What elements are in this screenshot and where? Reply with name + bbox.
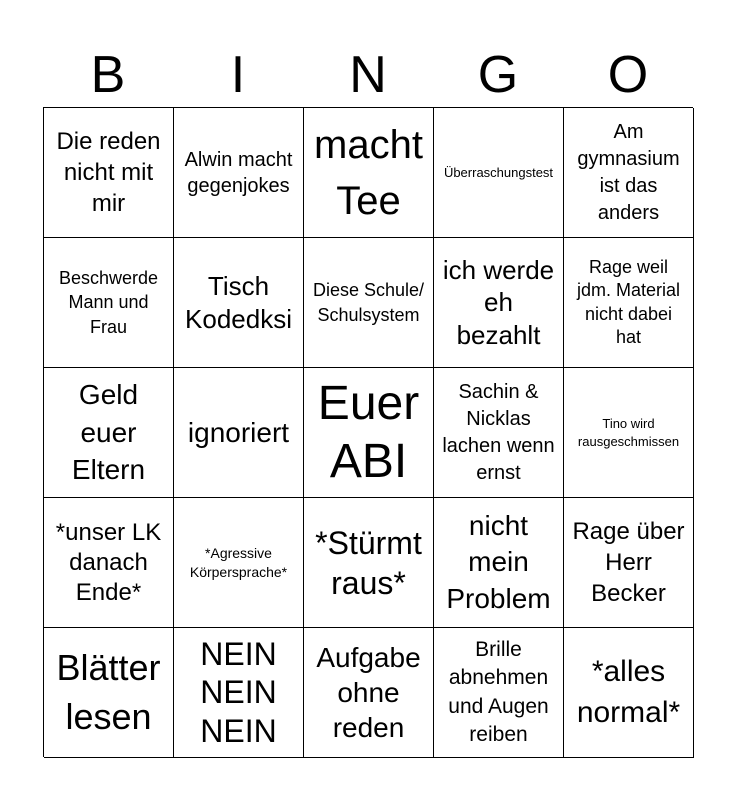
bingo-cell-text: ich werde eh bezahlt bbox=[442, 254, 555, 350]
bingo-cell-text: Diese Schule/ Schulsystem bbox=[312, 280, 425, 325]
bingo-cell[interactable] bbox=[44, 238, 174, 368]
bingo-cell[interactable] bbox=[564, 368, 694, 498]
bingo-cell[interactable] bbox=[174, 498, 304, 628]
bingo-cell-text: Tino wird rausgeschmissen bbox=[577, 415, 680, 449]
bingo-cell-text: ignoriert bbox=[187, 416, 290, 448]
bingo-cell-text: Rage über Herr Becker bbox=[572, 517, 685, 608]
bingo-cell-text: Beschwerde Mann und Frau bbox=[58, 268, 159, 337]
bingo-cell-text: Euer ABI bbox=[317, 376, 420, 488]
bingo-cell-text: Überraschungstest bbox=[443, 164, 554, 180]
bingo-cell[interactable] bbox=[564, 108, 694, 238]
bingo-cell[interactable] bbox=[434, 238, 564, 368]
bingo-cell[interactable] bbox=[434, 368, 564, 498]
bingo-cell[interactable] bbox=[304, 368, 434, 498]
bingo-cell-text: NEIN NEIN NEIN bbox=[200, 635, 277, 749]
bingo-cell-text: Rage weil jdm. Material nicht dabei hat bbox=[576, 256, 681, 347]
bingo-cell-text: *Stürmt raus* bbox=[315, 524, 422, 601]
bingo-cell[interactable] bbox=[434, 108, 564, 238]
bingo-cell[interactable] bbox=[304, 108, 434, 238]
bingo-cell-text: Sachin & Nicklas lachen wenn ernst bbox=[442, 380, 555, 484]
bingo-cell[interactable] bbox=[44, 108, 174, 238]
bingo-cell[interactable] bbox=[174, 628, 304, 758]
bingo-cell-text: *unser LK danach Ende* bbox=[55, 518, 162, 606]
bingo-cell-text: Brille abnehmen und Augen reiben bbox=[448, 637, 549, 746]
bingo-cell[interactable] bbox=[304, 498, 434, 628]
bingo-cell[interactable] bbox=[564, 498, 694, 628]
bingo-cell[interactable] bbox=[44, 368, 174, 498]
bingo-cell[interactable] bbox=[174, 238, 304, 368]
bingo-cell-text: Am gymnasium ist das anders bbox=[577, 120, 680, 224]
bingo-cell[interactable] bbox=[564, 628, 694, 758]
bingo-cell-text: nicht mein Problem bbox=[446, 509, 551, 614]
bingo-cell-text: Alwin macht gegenjokes bbox=[184, 148, 293, 197]
bingo-cell[interactable] bbox=[44, 628, 174, 758]
header-letter-b: B bbox=[90, 46, 126, 104]
bingo-cell-text: Blätter lesen bbox=[56, 646, 161, 737]
header-letter-o: O bbox=[607, 46, 649, 104]
bingo-cell[interactable] bbox=[434, 498, 564, 628]
bingo-cell-text: *Agressive Körpersprache* bbox=[189, 545, 288, 580]
header-letter-i: I bbox=[230, 46, 246, 104]
header-letter-g: G bbox=[477, 46, 519, 104]
bingo-card-grid bbox=[43, 107, 693, 757]
bingo-cell-text: *alles normal* bbox=[576, 655, 681, 729]
bingo-cell[interactable] bbox=[174, 108, 304, 238]
bingo-cell-text: Die reden nicht mit mir bbox=[56, 127, 161, 218]
bingo-cell-text: Geld euer Eltern bbox=[71, 378, 146, 486]
bingo-header bbox=[43, 44, 693, 106]
header-letter-n: N bbox=[349, 46, 387, 104]
bingo-cell-text: macht Tee bbox=[314, 122, 423, 223]
bingo-cell-text: Tisch Kodedksi bbox=[185, 271, 292, 334]
bingo-cell[interactable] bbox=[304, 628, 434, 758]
bingo-cell-text: Aufgabe ohne reden bbox=[316, 642, 421, 743]
bingo-cell[interactable] bbox=[434, 628, 564, 758]
bingo-cell[interactable] bbox=[304, 238, 434, 368]
bingo-cell[interactable] bbox=[564, 238, 694, 368]
bingo-cell[interactable] bbox=[174, 368, 304, 498]
bingo-cell[interactable] bbox=[44, 498, 174, 628]
